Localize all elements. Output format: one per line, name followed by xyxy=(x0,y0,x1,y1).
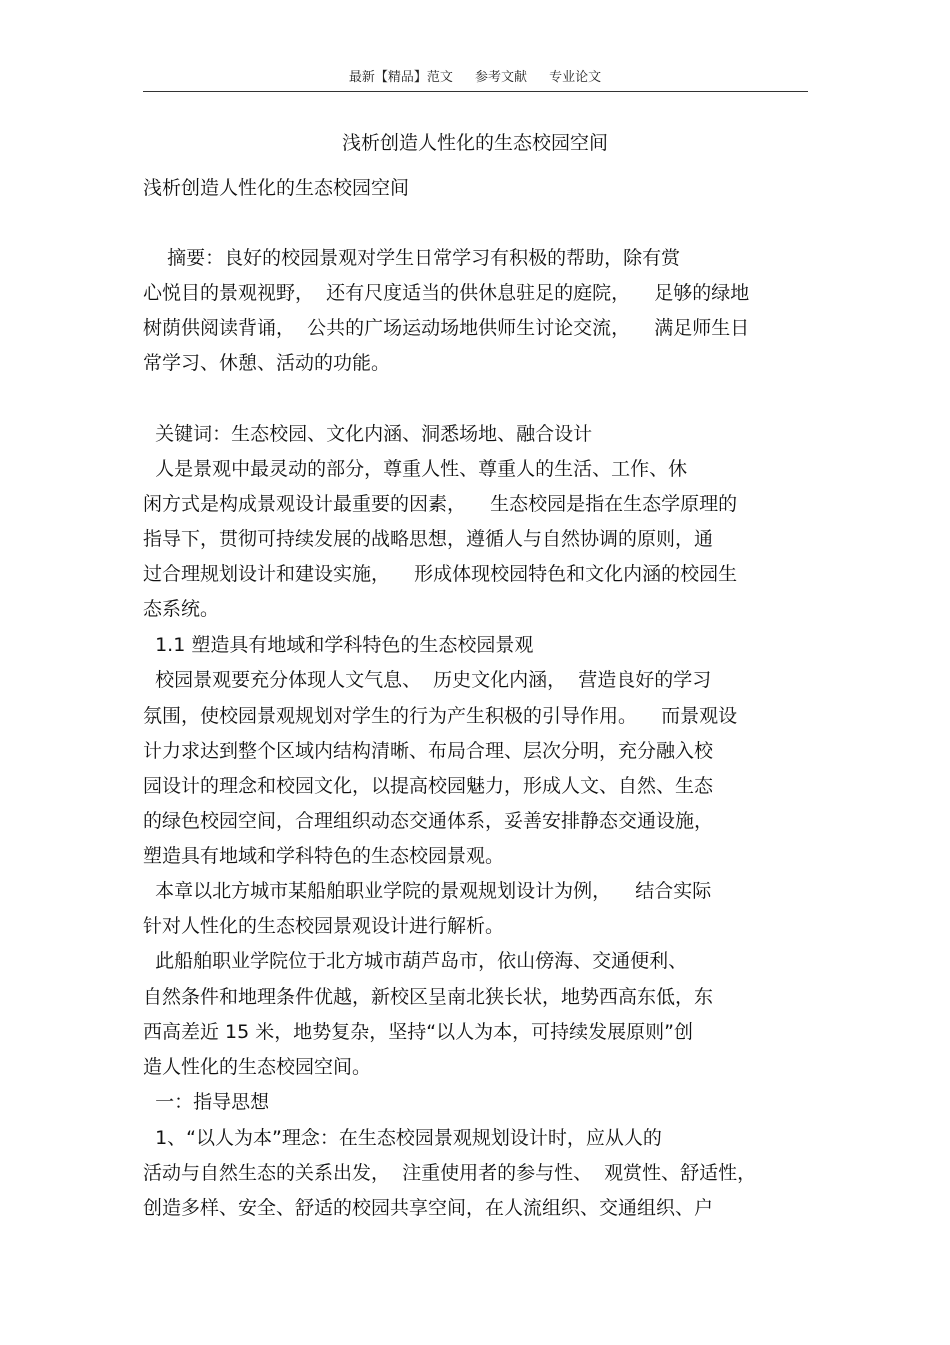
text-line: 西高差近 15 米，地势复杂，坚持“以人为本，可持续发展原则”创 xyxy=(143,1021,693,1043)
text-line: 指导下，贯彻可持续发展的战略思想，遵循人与自然协调的原则，通 xyxy=(143,528,714,550)
header-item-references: 参考文献 xyxy=(474,70,527,85)
text-line: 1、“以人为本”理念：在生态校园景观规划设计时，应从人的 xyxy=(143,1127,662,1149)
text-line: 本章以北方城市某船舶职业学院的景观规划设计为例， 结合实际 xyxy=(143,880,712,902)
page-header xyxy=(0,66,950,85)
text-line: 态系统。 xyxy=(143,598,220,620)
text-line: 塑造具有地域和学科特色的生态校园景观。 xyxy=(143,845,505,867)
text-line: 一：指导思想 xyxy=(143,1091,270,1113)
text-line: 创造多样、安全、舒适的校园共享空间，在人流组织、交通组织、户 xyxy=(143,1197,714,1219)
document-title: 浅析创造人性化的生态校园空间 xyxy=(341,132,608,154)
text-line: 心悦目的景观视野， 还有尺度适当的供休息驻足的庭院， 足够的绿地 xyxy=(143,282,750,304)
text-line: 过合理规划设计和建设实施， 形成体现校园特色和文化内涵的校园生 xyxy=(143,563,738,585)
document-subtitle: 浅析创造人性化的生态校园空间 xyxy=(143,177,410,199)
text-line: 的绿色校园空间，合理组织动态交通体系，妥善安排静态交通设施， xyxy=(143,810,714,832)
text-line: 关键词：生态校园、文化内涵、洞悉场地、融合设计 xyxy=(143,423,593,445)
text-line: 树荫供阅读背诵， 公共的广场运动场地供师生讨论交流， 满足师生日 xyxy=(143,317,750,339)
text-line: 活动与自然生态的关系出发， 注重使用者的参与性、 观赏性、舒适性， xyxy=(143,1162,757,1184)
text-line: 闲方式是构成景观设计最重要的因素， 生态校园是指在生态学原理的 xyxy=(143,493,738,515)
text-line: 计力求达到整个区域内结构清晰、布局合理、层次分明，充分融入校 xyxy=(143,740,714,762)
text-line: 人是景观中最灵动的部分，尊重人性、尊重人的生活、工作、休 xyxy=(143,458,688,480)
text-line: 常学习、休憩、活动的功能。 xyxy=(143,352,391,374)
text-line: 此船舶职业学院位于北方城市葫芦岛市，依山傍海、交通便利、 xyxy=(143,950,688,972)
text-line: 园设计的理念和校园文化，以提高校园魅力，形成人文、自然、生态 xyxy=(143,775,714,797)
text-line: 1.1 塑造具有地域和学科特色的生态校园景观 xyxy=(143,634,534,656)
text-line: 针对人性化的生态校园景观设计进行解析。 xyxy=(143,915,505,937)
text-line: 摘要：良好的校园景观对学生日常学习有积极的帮助，除有赏 xyxy=(143,247,681,269)
text-line: 自然条件和地理条件优越，新校区呈南北狭长状，地势西高东低，东 xyxy=(143,986,714,1008)
header-divider xyxy=(143,91,808,92)
text-line: 氛围，使校园景观规划对学生的行为产生积极的引导作用。 而景观设 xyxy=(143,705,738,727)
text-line: 校园景观要充分体现人文气息、 历史文化内涵， 营造良好的学习 xyxy=(143,669,712,691)
header-item-fanwen: 最新【精品】范文 xyxy=(348,70,453,85)
header-item-papers: 专业论文 xyxy=(549,70,602,85)
text-line: 造人性化的生态校园空间。 xyxy=(143,1056,372,1078)
